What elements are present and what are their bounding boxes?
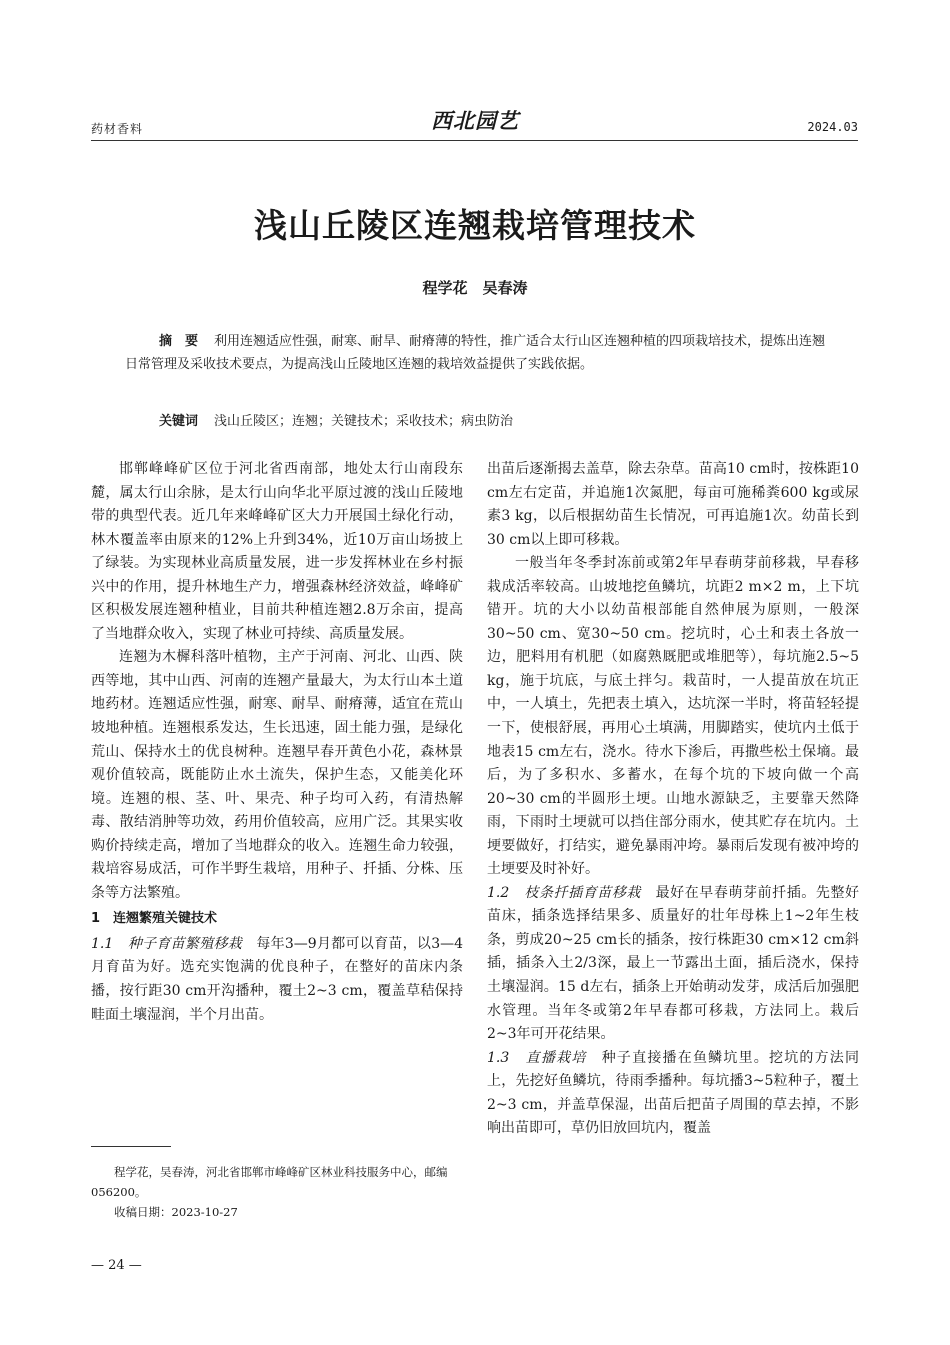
continued-paragraph: 出苗后逐渐揭去盖草，除去杂草。苗高10 cm时，按株距10 cm左右定苗，并追施1次氮肥，每亩可施稀粪600 kg或尿素3 kg，以后根据幼苗生长情况，可再追施1次。幼苗长到30 cm以上即可移栽。 — [487, 461, 859, 548]
article-title: 浅山丘陵区连翘栽培管理技术 — [254, 206, 696, 245]
page-number: — 24 — — [91, 1258, 142, 1273]
keywords-text: 浅山丘陵区；连翘；关键技术；采收技术；病虫防治 — [214, 414, 514, 429]
left-column — [91, 458, 463, 1027]
journal-logo: 西北园艺 — [431, 108, 519, 133]
right-column — [487, 458, 859, 1141]
footnote-received-date: 收稿日期：2023-10-27 — [114, 1205, 238, 1219]
intro-paragraph-1: 邯郸峰峰矿区位于河北省西南部，地处太行山南段东麓，属太行山余脉，是太行山向华北平原过渡的浅山丘陵地带的典型代表。近几年来峰峰矿区大力开展国土绿化行动，林木覆盖率由原来的12%上升到34%，近10万亩山场披上了绿装。为实现林业高质量发展，进一步发挥林业在乡村振兴中的作用，提升林地生产力，增强森林经济效益，峰峰矿区积极发展连翘种植业，目前共种植连翘2.8万余亩，提高了当地群众收入，实现了林业可持续、高质量发展。 — [91, 461, 463, 642]
subsection-1-3-label: 1.3 直播栽培 — [487, 1049, 587, 1066]
header-section-label: 药材香料 — [91, 122, 144, 136]
abstract-text: 利用连翘适应性强，耐寒、耐旱、耐瘠薄的特性，推广适合太行山区连翘种植的四项栽培技术，提炼出连翘日常管理及采收技术要点，为提高浅山丘陵地区连翘的栽培效益提供了实践依据。 — [125, 334, 826, 372]
keywords — [159, 410, 839, 433]
subsection-1-3-text: 种子直接播在鱼鳞坑里。挖坑的方法同上，先挖好鱼鳞坑，待雨季播种。每坑播3~5粒种子，覆土2~3 cm，并盖草保湿，出苗后把苗子周围的草去掉，不影响出苗即可，草仍旧放回坑内，覆盖 — [487, 1049, 860, 1137]
abstract-label: 摘 要 — [159, 334, 199, 349]
section-heading-1: 1 连翘繁殖关键技术 — [91, 911, 218, 927]
subsection-1-1-text: 每年3—9月都可以育苗，以3—4月育苗为好。选充实饱满的优良种子，在整好的苗床内条播，按行距30 cm开沟播种，覆土2~3 cm，覆盖草秸保持畦面土壤湿润，半个月出苗。 — [91, 935, 464, 1023]
footnote — [91, 1162, 463, 1222]
subsection-1-1-label: 1.1 种子育苗繁殖移栽 — [91, 935, 243, 952]
article-authors: 程学花 吴春涛 — [422, 279, 528, 297]
transplant-paragraph: 一般当年冬季封冻前或第2年早春萌芽前移栽，早春移栽成活率较高。山坡地挖鱼鳞坑，坑距2 m×2 m，上下坑错开。坑的大小以幼苗根部能自然伸展为原则，一般深30~50 cm、宽30~50 cm。挖坑时，心土和表土各放一边，肥料用有机肥（如腐熟厩肥或堆肥等），每坑施2.5~5 kg，施于坑底，与底土拌匀。栽苗时，一人提苗放在坑正中，一人填土，先把表土填入，达坑深一半时，将苗轻轻提一下，使根舒展，再用心土填满，用脚踏实，使坑内土低于地表15 cm左右，浇水。待水下渗后，再撒些松土保墒。最后，为了多积水、多蓄水，在每个坑的下坡向做一个高20~30 cm的半圆形土埂。山地水源缺乏，主要靠天然降雨，下雨时土埂就可以挡住部分雨水，使其贮存在坑内。土埂要做好，打结实，避免暴雨冲垮。暴雨后发现有被冲垮的土埂要及时补好。 — [487, 555, 859, 878]
header-divider — [91, 140, 858, 141]
subsection-1-2 — [487, 882, 859, 1047]
intro-paragraph-2: 连翘为木樨科落叶植物，主产于河南、河北、山西、陕西等地，其中山西、河南的连翘产量最大，为太行山本土道地药材。连翘适应性强，耐寒、耐旱、耐瘠薄，适宜在荒山坡地种植。连翘根系发达，生长迅速，固土能力强，是绿化荒山、保持水土的优良树种。连翘早春开黄色小花，森林景观价值较高，既能防止水土流失，保护生态，又能美化环境。连翘的根、茎、叶、果壳、种子均可入药，有清热解毒、散结消肿等功效，药用价值较高，应用广泛。其果实收购价持续走高，增加了当地群众的收入。连翘生命力较强，栽培容易成活，可作半野生栽培，用种子、扦插、分株、压条等方法繁殖。 — [91, 649, 463, 901]
keywords-label: 关键词 — [159, 414, 199, 429]
subsection-1-2-text: 最好在早春萌芽前扦插。先整好苗床，插条选择结果多、质量好的壮年母株上1~2年生枝条，剪成20~25 cm长的插条，按行株距30 cm×12 cm斜插，插条入土2/3深，最上一节露出土面，插后浇水，保持土壤湿润。15 d左右，插条上开始萌动发芽，成活后加强肥水管理。当年冬或第2年早春都可移栽，方法同上。栽后2~3年可开花结果。 — [487, 884, 860, 1043]
footnote-author-info: 程学花，吴春涛，河北省邯郸市峰峰矿区林业科技服务中心，邮编056200。 — [91, 1165, 448, 1199]
subsection-1-2-label: 1.2 枝条扦插育苗移栽 — [487, 884, 641, 901]
issue-label: 2024.03 — [807, 120, 858, 134]
subsection-1-3 — [487, 1047, 859, 1141]
footnote-divider — [91, 1146, 171, 1147]
abstract — [125, 330, 830, 376]
subsection-1-1 — [91, 933, 463, 1027]
